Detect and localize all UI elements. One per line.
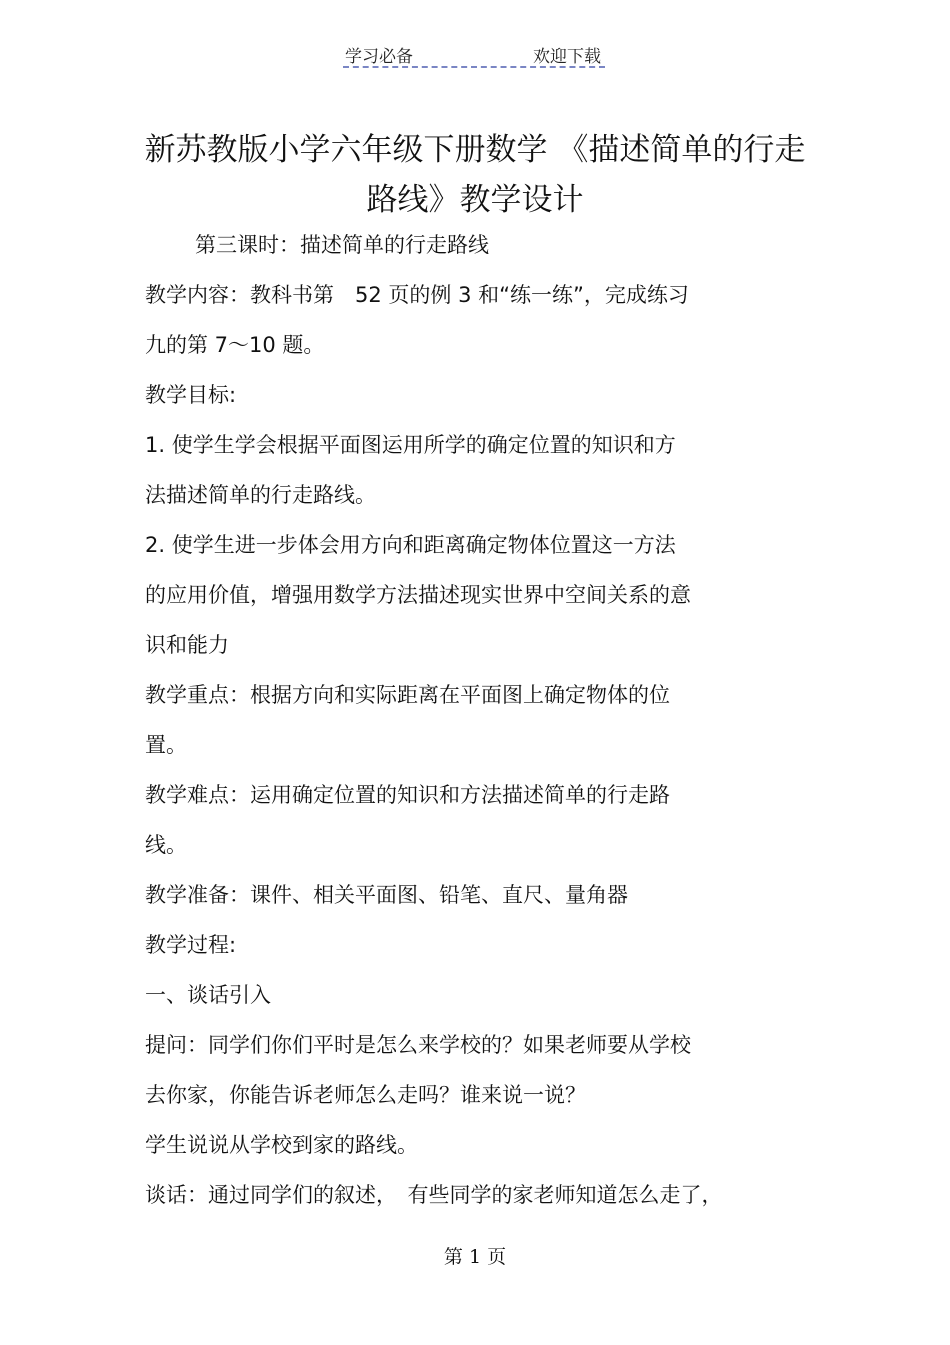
- page-number: 第 1 页: [443, 1246, 507, 1268]
- text-line: 教学难点：运用确定位置的知识和方法描述简单的行走路: [145, 783, 670, 807]
- text-line: 法描述简单的行走路线。: [145, 483, 376, 507]
- text-line: 去你家，你能告诉老师怎么走吗？谁来说一说？: [145, 1083, 586, 1107]
- text-line: 谈话：通过同学们的叙述， 有些同学的家老师知道怎么走了，: [145, 1183, 723, 1207]
- header-left-text: 学习必备: [345, 47, 413, 67]
- document-title-line-1: 新苏教版小学六年级下册数学 《描述简单的行走: [144, 132, 806, 168]
- section-heading: 一、谈话引入: [145, 983, 271, 1007]
- page-header: [343, 40, 605, 68]
- text-line: 教学重点：根据方向和实际距离在平面图上确定物体的位: [145, 683, 670, 707]
- text-line: 的应用价值，增强用数学方法描述现实世界中空间关系的意: [145, 583, 691, 607]
- text-line: 学生说说从学校到家的路线。: [145, 1133, 418, 1157]
- lesson-subtitle: 第三课时：描述简单的行走路线: [195, 233, 489, 257]
- text-line: 教学内容：教科书第 52 页的例 3 和“练一练”，完成练习: [145, 283, 689, 307]
- text-line: 1. 使学生学会根据平面图运用所学的确定位置的知识和方: [145, 433, 676, 457]
- text-line: 教学准备：课件、相关平面图、铅笔、直尺、量角器: [145, 883, 628, 907]
- text-line: 识和能力: [145, 633, 229, 657]
- section-heading: 教学过程:: [145, 933, 237, 957]
- text-line: 2. 使学生进一步体会用方向和距离确定物体位置这一方法: [145, 533, 676, 557]
- header-right-text: 欢迎下载: [533, 47, 601, 67]
- text-line: 置。: [145, 733, 187, 757]
- document-title-line-2: 路线》教学设计: [366, 182, 584, 218]
- text-line: 线。: [145, 833, 187, 857]
- text-line: 提问：同学们你们平时是怎么来学校的？如果老师要从学校: [145, 1033, 691, 1057]
- section-heading: 教学目标:: [145, 383, 237, 407]
- text-line: 九的第 7～10 题。: [145, 333, 325, 357]
